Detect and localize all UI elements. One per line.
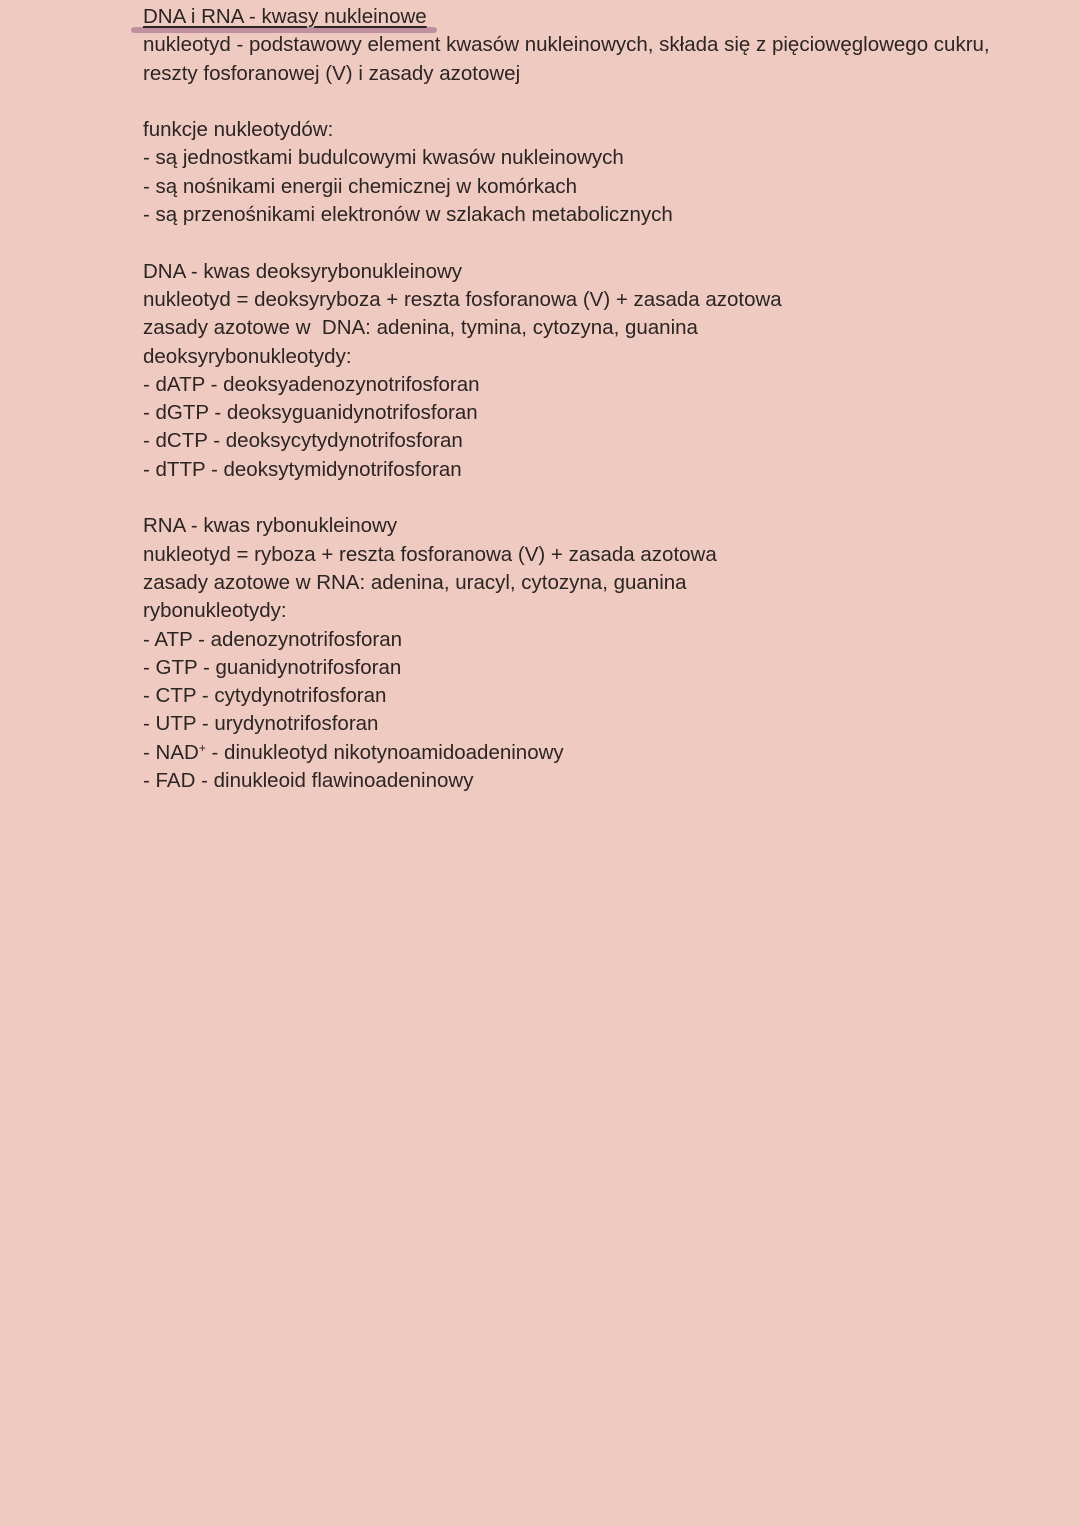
spacer (143, 88, 1043, 116)
rna-list-item-fad: - FAD - dinukleoid flawinoadeninowy (143, 769, 474, 793)
nad-superscript: + (198, 740, 206, 755)
spacer (143, 484, 1043, 512)
rna-nucleotide: nukleotyd = ryboza + reszta fosforanowa (V) + zasada azotowa (143, 542, 717, 566)
dna-list-item: - dTTP - deoksytymidynotrifosforan (143, 457, 462, 481)
rna-list-item: - CTP - cytydynotrifosforan (143, 684, 387, 708)
title-wrap (143, 3, 427, 31)
functions-item: - są przenośnikami elektronów w szlakach metabolicznych (143, 203, 673, 227)
dna-heading: DNA - kwas deoksyrybonukleinowy (143, 259, 463, 283)
rna-list-item-nad (143, 739, 1043, 767)
dna-list-heading: deoksyrybonukleotydy: (143, 344, 352, 368)
page-title: DNA i RNA - kwasy nukleinowe (143, 5, 427, 28)
rna-list-heading: rybonukleotydy: (143, 599, 287, 623)
dna-list-item: - dGTP - deoksyguanidynotrifosforan (143, 401, 478, 425)
rna-list-item: - ATP - adenozynotrifosforan (143, 627, 403, 651)
functions-item: - są nośnikami energii chemicznej w komórkach (143, 174, 578, 198)
note-page (143, 3, 1043, 795)
spacer (143, 229, 1043, 257)
dna-list-item: - dCTP - deoksycytydynotrifosforan (143, 429, 463, 453)
dna-bases: zasady azotowe w DNA: adenina, tymina, cytozyna, guanina (143, 316, 698, 340)
intro-line-1: nukleotyd - podstawowy element kwasów nukleinowych, składa się z pięciowęglowego cukru, (143, 33, 990, 57)
dna-nucleotide: nukleotyd = deoksyryboza + reszta fosforanowa (V) + zasada azotowa (143, 287, 782, 311)
nad-prefix: - NAD (143, 740, 199, 764)
rna-list-item: - UTP - urydynotrifosforan (143, 712, 379, 736)
functions-heading: funkcje nukleotydów: (143, 118, 334, 142)
nad-rest: - dinukleotyd nikotynoamidoadeninowy (205, 740, 564, 764)
intro-line-2: reszty fosforanowej (V) i zasady azotowej (143, 61, 521, 85)
dna-list-item: - dATP - deoksyadenozynotrifosforan (143, 372, 480, 396)
rna-bases: zasady azotowe w RNA: adenina, uracyl, cytozyna, guanina (143, 570, 687, 594)
functions-item: - są jednostkami budulcowymi kwasów nukleinowych (143, 146, 624, 170)
rna-heading: RNA - kwas rybonukleinowy (143, 514, 398, 538)
title-line (143, 3, 1043, 31)
rna-list-item: - GTP - guanidynotrifosforan (143, 655, 402, 679)
